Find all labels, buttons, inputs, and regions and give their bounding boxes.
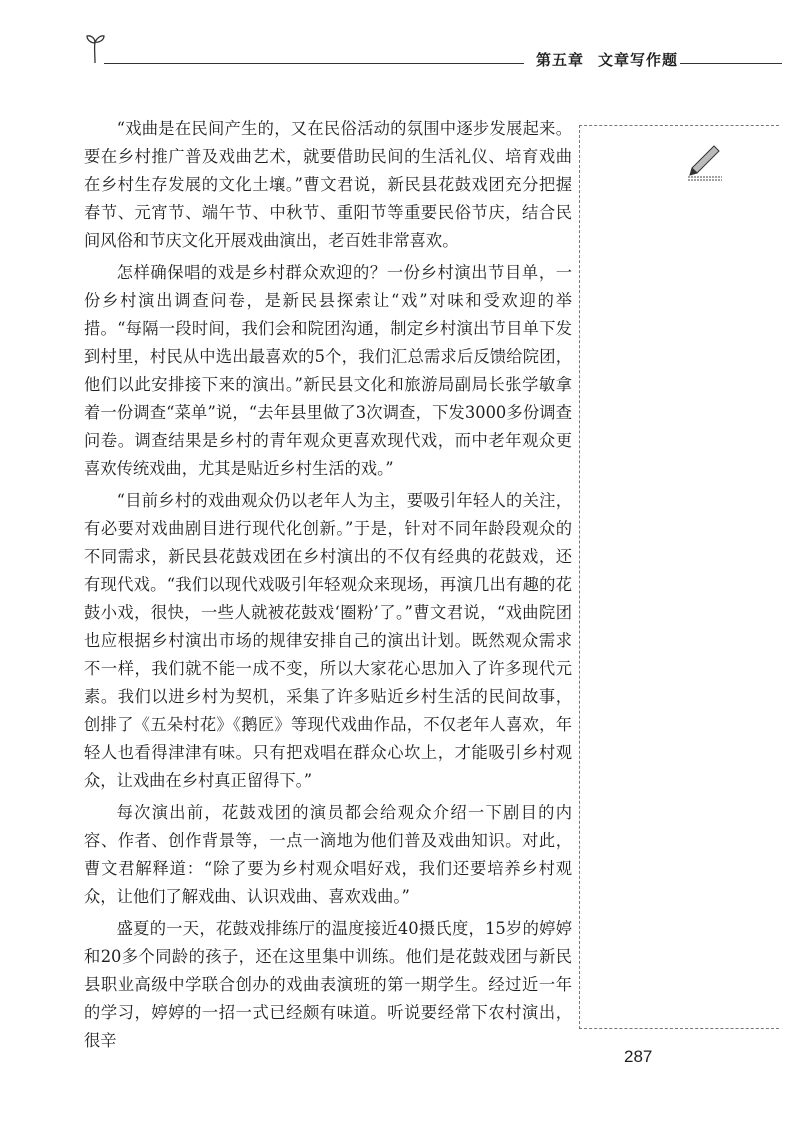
sprout-icon <box>84 30 106 64</box>
paragraph: “戏曲是在民间产生的，又在民俗活动的氛围中逐步发展起来。要在乡村推广普及戏曲艺术，就要借助民间的生活礼仪、培育戏曲在乡村生存发展的文化土壤。”曹文君说，新民县花鼓戏团充分把握春节、元宵节、端午节、中秋节、重阳节等重要民俗节庆，结合民间风俗和节庆文化开展戏曲演出，老百姓非常喜欢。 <box>84 119 572 250</box>
notes-margin-box <box>579 125 779 1029</box>
article-body <box>84 115 572 1059</box>
page-number: 287 <box>624 1047 653 1066</box>
chapter-number: 第五章 <box>536 51 585 69</box>
pen-icon <box>688 142 722 182</box>
paragraph: 每次演出前，花鼓戏团的演员都会给观众介绍一下剧目的内容、作者、创作背景等，一点一滴地为他们普及戏曲知识。对此，曹文君解释道：“除了要为乡村观众唱好戏，我们还要培养乡村观众，让他们了解戏曲、认识戏曲、喜欢戏曲。” <box>84 803 572 906</box>
chapter-title: 文章写作题 <box>598 51 679 69</box>
paragraph: “目前乡村的戏曲观众仍以老年人为主，要吸引年轻人的关注，有必要对戏曲剧目进行现代化创新。”于是，针对不同年龄段观众的不同需求，新民县花鼓戏团在乡村演出的不仅有经典的花鼓戏，还有现代戏。“我们以现代戏吸引年轻观众来现场，再演几出有趣的花鼓小戏，很快，一些人就被花鼓戏‘圈粉’了。”曹文君说，“戏曲院团也应根据乡村演出市场的规律安排自己的演出计划。既然观众需求不一样，我们就不能一成不变，所以大家花心思加入了许多现代元素。我们以进乡村为契机，采集了许多贴近乡村生活的民间故事，创排了《五朵村花》《鹅匠》等现代戏曲作品，不仅老年人喜欢，年轻人也看得津津有味。只有把戏唱在群众心坎上，才能吸引乡村观众，让戏曲在乡村真正留得下。” <box>84 491 572 790</box>
header-rule-right <box>680 63 782 64</box>
chapter-heading <box>536 49 678 70</box>
running-header <box>0 0 800 90</box>
paragraph: 盛夏的一天，花鼓戏排练厅的温度接近40摄氏度，15岁的婷婷和20多个同龄的孩子，还在这里集中训练。他们是花鼓戏团与新民县职业高级中学联合创办的戏曲表演班的第一期学生。经过近一年的学习，婷婷的一招一式已经颇有味道。听说要经常下农村演出，很辛 <box>84 919 572 1050</box>
paragraph: 怎样确保唱的戏是乡村群众欢迎的？一份乡村演出节目单，一份乡村演出调查问卷，是新民县探索让“戏”对味和受欢迎的举措。“每隔一段时间，我们会和院团沟通，制定乡村演出节目单下发到村里，村民从中选出最喜欢的5个，我们汇总需求后反馈给院团，他们以此安排接下来的演出。”新民县文化和旅游局副局长张学敏拿着一份调查“菜单”说，“去年县里做了3次调查，下发3000多份调查问卷。调查结果是乡村的青年观众更喜欢现代戏，而中老年观众更喜欢传统戏曲，尤其是贴近乡村生活的戏。” <box>84 263 572 478</box>
header-rule-left <box>104 63 524 64</box>
